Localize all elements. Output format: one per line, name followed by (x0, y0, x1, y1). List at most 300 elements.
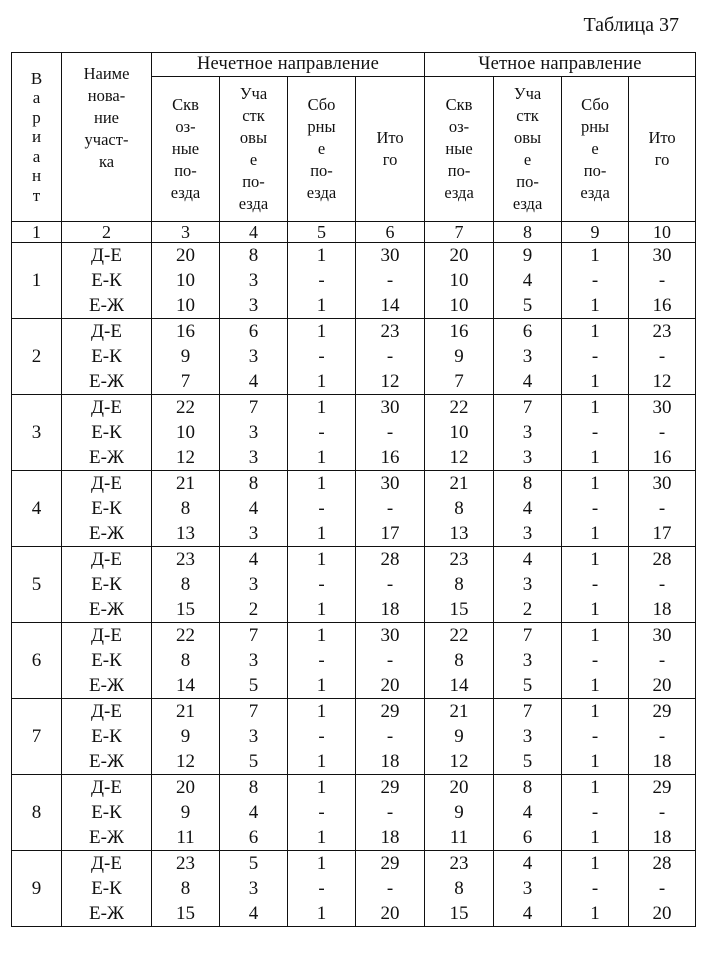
cell-odd-total: - (356, 268, 425, 293)
cell-odd-section: 6 (220, 319, 288, 345)
table-row (12, 547, 696, 573)
cell-odd-through: 10 (152, 420, 220, 445)
cell-even-pickup: - (562, 572, 629, 597)
cell-even-through: 8 (425, 572, 494, 597)
cell-section: Е-Ж (62, 597, 152, 623)
header-odd-section-trains: Уча стк овы е по- езда (220, 77, 288, 222)
cell-odd-pickup: 1 (288, 521, 356, 547)
cell-odd-through: 9 (152, 724, 220, 749)
cell-section: Е-Ж (62, 749, 152, 775)
cell-odd-total: 30 (356, 623, 425, 649)
cell-even-total: 29 (629, 775, 696, 801)
cell-even-pickup: - (562, 344, 629, 369)
cell-even-pickup: - (562, 648, 629, 673)
cell-odd-pickup: 1 (288, 243, 356, 269)
cell-even-pickup: 1 (562, 825, 629, 851)
cell-odd-through: 8 (152, 496, 220, 521)
cell-odd-through: 7 (152, 369, 220, 395)
column-number: 6 (356, 222, 425, 243)
cell-even-through: 11 (425, 825, 494, 851)
column-number: 9 (562, 222, 629, 243)
cell-even-section: 3 (494, 445, 562, 471)
table-row (12, 800, 696, 825)
cell-odd-through: 20 (152, 775, 220, 801)
cell-odd-pickup: 1 (288, 547, 356, 573)
cell-odd-pickup: - (288, 496, 356, 521)
table-row (12, 521, 696, 547)
cell-even-section: 4 (494, 901, 562, 927)
cell-section: Е-К (62, 344, 152, 369)
header-section-name: Наиме нова- ние участ- ка (62, 53, 152, 222)
cell-even-total: - (629, 876, 696, 901)
cell-even-pickup: 1 (562, 243, 629, 269)
column-number: 1 (12, 222, 62, 243)
cell-even-section: 3 (494, 724, 562, 749)
table-row (12, 243, 696, 269)
cell-odd-total: - (356, 724, 425, 749)
cell-even-through: 8 (425, 496, 494, 521)
cell-odd-through: 12 (152, 749, 220, 775)
variant-number: 3 (12, 395, 62, 471)
cell-odd-through: 22 (152, 395, 220, 421)
header-odd-through-trains: Скв оз- ные по- езда (152, 77, 220, 222)
cell-even-through: 21 (425, 471, 494, 497)
cell-even-section: 3 (494, 572, 562, 597)
cell-odd-total: 30 (356, 471, 425, 497)
cell-odd-through: 11 (152, 825, 220, 851)
column-number: 2 (62, 222, 152, 243)
cell-odd-total: 23 (356, 319, 425, 345)
cell-even-section: 5 (494, 293, 562, 319)
cell-section: Е-Ж (62, 445, 152, 471)
variant-number: 8 (12, 775, 62, 851)
cell-even-pickup: 1 (562, 395, 629, 421)
cell-even-pickup: 1 (562, 471, 629, 497)
cell-even-pickup: 1 (562, 851, 629, 877)
cell-odd-section: 8 (220, 243, 288, 269)
cell-even-through: 22 (425, 623, 494, 649)
cell-odd-total: - (356, 344, 425, 369)
cell-odd-pickup: 1 (288, 623, 356, 649)
variant-number: 4 (12, 471, 62, 547)
cell-even-total: 18 (629, 825, 696, 851)
cell-even-pickup: 1 (562, 445, 629, 471)
cell-odd-pickup: 1 (288, 699, 356, 725)
cell-odd-section: 3 (220, 876, 288, 901)
cell-even-section: 4 (494, 851, 562, 877)
cell-even-section: 8 (494, 775, 562, 801)
cell-odd-through: 9 (152, 344, 220, 369)
cell-even-total: 18 (629, 749, 696, 775)
cell-odd-pickup: 1 (288, 851, 356, 877)
cell-even-pickup: 1 (562, 699, 629, 725)
cell-odd-section: 3 (220, 420, 288, 445)
cell-odd-through: 16 (152, 319, 220, 345)
table-row (12, 572, 696, 597)
cell-odd-through: 8 (152, 876, 220, 901)
cell-even-through: 21 (425, 699, 494, 725)
cell-section: Д-Е (62, 471, 152, 497)
table-row (12, 749, 696, 775)
cell-section: Е-Ж (62, 521, 152, 547)
header-even-pickup-trains: Сбо рны е по- езда (562, 77, 629, 222)
cell-even-section: 2 (494, 597, 562, 623)
cell-odd-through: 15 (152, 901, 220, 927)
cell-even-total: - (629, 344, 696, 369)
cell-odd-total: 20 (356, 901, 425, 927)
cell-section: Д-Е (62, 775, 152, 801)
variant-number: 9 (12, 851, 62, 927)
cell-even-pickup: 1 (562, 521, 629, 547)
cell-even-section: 3 (494, 648, 562, 673)
cell-even-pickup: - (562, 876, 629, 901)
cell-even-total: - (629, 648, 696, 673)
cell-even-pickup: - (562, 420, 629, 445)
cell-odd-section: 3 (220, 344, 288, 369)
cell-odd-section: 6 (220, 825, 288, 851)
cell-even-pickup: - (562, 268, 629, 293)
cell-odd-section: 4 (220, 800, 288, 825)
cell-odd-section: 8 (220, 471, 288, 497)
header-odd-total: Ито го (356, 77, 425, 222)
cell-even-pickup: 1 (562, 369, 629, 395)
cell-odd-total: 17 (356, 521, 425, 547)
cell-odd-through: 20 (152, 243, 220, 269)
cell-odd-pickup: 1 (288, 597, 356, 623)
cell-even-total: 16 (629, 293, 696, 319)
cell-odd-pickup: - (288, 800, 356, 825)
cell-even-pickup: 1 (562, 319, 629, 345)
cell-odd-section: 8 (220, 775, 288, 801)
cell-even-section: 7 (494, 699, 562, 725)
cell-even-section: 5 (494, 673, 562, 699)
cell-even-through: 8 (425, 876, 494, 901)
column-number: 10 (629, 222, 696, 243)
cell-odd-section: 4 (220, 547, 288, 573)
cell-section: Д-Е (62, 851, 152, 877)
cell-odd-through: 22 (152, 623, 220, 649)
cell-odd-pickup: - (288, 724, 356, 749)
cell-odd-through: 10 (152, 268, 220, 293)
header-even-through-trains: Скв оз- ные по- езда (425, 77, 494, 222)
cell-odd-pickup: 1 (288, 749, 356, 775)
header-even-direction: Четное направление (425, 53, 696, 77)
header-variant: В а р и а н т (12, 53, 62, 222)
cell-odd-pickup: 1 (288, 293, 356, 319)
cell-even-section: 8 (494, 471, 562, 497)
cell-odd-total: 29 (356, 851, 425, 877)
cell-even-section: 4 (494, 369, 562, 395)
cell-odd-total: 30 (356, 243, 425, 269)
cell-odd-total: - (356, 648, 425, 673)
column-number: 4 (220, 222, 288, 243)
cell-odd-section: 3 (220, 572, 288, 597)
cell-even-pickup: - (562, 724, 629, 749)
cell-odd-total: - (356, 572, 425, 597)
header-odd-pickup-trains: Сбо рны е по- езда (288, 77, 356, 222)
column-number: 3 (152, 222, 220, 243)
cell-even-total: - (629, 800, 696, 825)
cell-odd-pickup: 1 (288, 319, 356, 345)
cell-section: Е-К (62, 496, 152, 521)
table-row (12, 648, 696, 673)
table-row (12, 825, 696, 851)
table-row (12, 597, 696, 623)
variant-number: 1 (12, 243, 62, 319)
cell-even-section: 7 (494, 623, 562, 649)
cell-even-through: 10 (425, 293, 494, 319)
cell-even-pickup: 1 (562, 547, 629, 573)
table-row (12, 724, 696, 749)
cell-even-section: 4 (494, 547, 562, 573)
cell-section: Е-Ж (62, 369, 152, 395)
cell-even-section: 6 (494, 319, 562, 345)
cell-odd-through: 14 (152, 673, 220, 699)
cell-even-total: 30 (629, 243, 696, 269)
cell-even-section: 3 (494, 344, 562, 369)
cell-even-through: 14 (425, 673, 494, 699)
cell-even-through: 10 (425, 268, 494, 293)
table-row (12, 344, 696, 369)
cell-odd-through: 23 (152, 547, 220, 573)
cell-odd-through: 21 (152, 471, 220, 497)
cell-even-section: 5 (494, 749, 562, 775)
train-distribution-table (11, 52, 696, 927)
cell-even-through: 13 (425, 521, 494, 547)
table-row (12, 471, 696, 497)
cell-even-pickup: - (562, 800, 629, 825)
cell-even-total: - (629, 496, 696, 521)
cell-even-section: 6 (494, 825, 562, 851)
column-number: 7 (425, 222, 494, 243)
cell-even-section: 4 (494, 268, 562, 293)
column-number: 5 (288, 222, 356, 243)
table-row (12, 673, 696, 699)
cell-even-pickup: 1 (562, 673, 629, 699)
cell-even-total: 12 (629, 369, 696, 395)
table-row (12, 420, 696, 445)
cell-even-through: 15 (425, 901, 494, 927)
cell-even-total: 30 (629, 471, 696, 497)
cell-even-section: 9 (494, 243, 562, 269)
cell-even-total: 16 (629, 445, 696, 471)
cell-odd-total: - (356, 800, 425, 825)
table-row (12, 395, 696, 421)
cell-section: Е-К (62, 800, 152, 825)
cell-even-total: 30 (629, 395, 696, 421)
cell-odd-section: 7 (220, 623, 288, 649)
table-row (12, 851, 696, 877)
cell-section: Д-Е (62, 319, 152, 345)
cell-odd-pickup: 1 (288, 775, 356, 801)
header-odd-direction: Нечетное направление (152, 53, 425, 77)
cell-section: Е-К (62, 420, 152, 445)
table-row (12, 775, 696, 801)
cell-odd-section: 5 (220, 673, 288, 699)
cell-odd-section: 4 (220, 496, 288, 521)
cell-odd-through: 23 (152, 851, 220, 877)
cell-section: Е-К (62, 648, 152, 673)
cell-even-section: 4 (494, 496, 562, 521)
cell-odd-total: 16 (356, 445, 425, 471)
cell-even-total: 23 (629, 319, 696, 345)
cell-even-total: 20 (629, 901, 696, 927)
cell-even-section: 3 (494, 521, 562, 547)
cell-even-total: - (629, 268, 696, 293)
cell-even-section: 4 (494, 800, 562, 825)
cell-even-total: 30 (629, 623, 696, 649)
variant-number: 7 (12, 699, 62, 775)
cell-odd-pickup: - (288, 344, 356, 369)
cell-odd-total: 20 (356, 673, 425, 699)
cell-even-through: 12 (425, 445, 494, 471)
cell-even-through: 9 (425, 724, 494, 749)
cell-odd-through: 8 (152, 648, 220, 673)
cell-odd-section: 2 (220, 597, 288, 623)
cell-section: Д-Е (62, 243, 152, 269)
variant-number: 6 (12, 623, 62, 699)
cell-section: Е-К (62, 268, 152, 293)
cell-odd-through: 15 (152, 597, 220, 623)
header-even-total: Ито го (629, 77, 696, 222)
cell-even-total: 28 (629, 547, 696, 573)
cell-odd-total: 18 (356, 749, 425, 775)
cell-odd-section: 4 (220, 901, 288, 927)
cell-odd-pickup: 1 (288, 825, 356, 851)
cell-even-through: 9 (425, 800, 494, 825)
cell-odd-pickup: 1 (288, 471, 356, 497)
cell-even-through: 23 (425, 851, 494, 877)
cell-odd-section: 3 (220, 648, 288, 673)
cell-even-total: 29 (629, 699, 696, 725)
cell-even-through: 16 (425, 319, 494, 345)
table-row (12, 623, 696, 649)
table-caption: Таблица 37 (583, 14, 679, 36)
cell-odd-section: 3 (220, 268, 288, 293)
cell-even-through: 20 (425, 775, 494, 801)
header-even-section-trains: Уча стк овы е по- езда (494, 77, 562, 222)
cell-odd-pickup: - (288, 876, 356, 901)
cell-odd-total: 30 (356, 395, 425, 421)
cell-section: Е-Ж (62, 673, 152, 699)
cell-even-total: - (629, 572, 696, 597)
cell-odd-total: 29 (356, 699, 425, 725)
cell-even-section: 3 (494, 876, 562, 901)
cell-even-section: 7 (494, 395, 562, 421)
cell-odd-section: 5 (220, 749, 288, 775)
cell-even-through: 22 (425, 395, 494, 421)
variant-number: 2 (12, 319, 62, 395)
table-row (12, 496, 696, 521)
cell-odd-section: 7 (220, 699, 288, 725)
cell-odd-total: - (356, 420, 425, 445)
cell-odd-section: 4 (220, 369, 288, 395)
cell-section: Д-Е (62, 623, 152, 649)
cell-odd-total: 28 (356, 547, 425, 573)
cell-odd-pickup: - (288, 572, 356, 597)
cell-even-through: 7 (425, 369, 494, 395)
cell-even-through: 15 (425, 597, 494, 623)
cell-odd-total: 18 (356, 597, 425, 623)
cell-odd-total: - (356, 876, 425, 901)
cell-odd-through: 8 (152, 572, 220, 597)
cell-odd-section: 3 (220, 445, 288, 471)
cell-even-pickup: 1 (562, 597, 629, 623)
cell-section: Е-К (62, 572, 152, 597)
cell-odd-through: 9 (152, 800, 220, 825)
cell-section: Е-К (62, 724, 152, 749)
cell-odd-total: 12 (356, 369, 425, 395)
column-number-row (12, 222, 696, 243)
cell-odd-section: 5 (220, 851, 288, 877)
table-row (12, 445, 696, 471)
cell-section: Е-Ж (62, 293, 152, 319)
cell-even-through: 8 (425, 648, 494, 673)
cell-odd-section: 3 (220, 521, 288, 547)
cell-section: Д-Е (62, 699, 152, 725)
cell-odd-section: 3 (220, 293, 288, 319)
cell-odd-total: - (356, 496, 425, 521)
variant-number: 5 (12, 547, 62, 623)
cell-even-through: 12 (425, 749, 494, 775)
cell-odd-total: 18 (356, 825, 425, 851)
cell-even-total: 20 (629, 673, 696, 699)
cell-even-pickup: 1 (562, 749, 629, 775)
table-row (12, 319, 696, 345)
cell-section: Е-Ж (62, 825, 152, 851)
column-number: 8 (494, 222, 562, 243)
cell-odd-through: 21 (152, 699, 220, 725)
cell-even-total: 17 (629, 521, 696, 547)
cell-even-through: 23 (425, 547, 494, 573)
cell-even-pickup: - (562, 496, 629, 521)
cell-even-pickup: 1 (562, 775, 629, 801)
cell-even-total: - (629, 420, 696, 445)
cell-odd-through: 10 (152, 293, 220, 319)
cell-even-pickup: 1 (562, 293, 629, 319)
cell-even-pickup: 1 (562, 623, 629, 649)
cell-even-section: 3 (494, 420, 562, 445)
cell-even-through: 10 (425, 420, 494, 445)
cell-even-through: 9 (425, 344, 494, 369)
cell-odd-total: 14 (356, 293, 425, 319)
cell-even-total: 28 (629, 851, 696, 877)
table-row (12, 876, 696, 901)
cell-section: Д-Е (62, 395, 152, 421)
table-row (12, 699, 696, 725)
cell-odd-through: 12 (152, 445, 220, 471)
cell-odd-through: 13 (152, 521, 220, 547)
cell-odd-pickup: 1 (288, 673, 356, 699)
cell-odd-pickup: - (288, 268, 356, 293)
table-row (12, 293, 696, 319)
cell-odd-pickup: - (288, 648, 356, 673)
table-row (12, 268, 696, 293)
cell-section: Д-Е (62, 547, 152, 573)
table-row (12, 369, 696, 395)
cell-even-total: - (629, 724, 696, 749)
cell-even-through: 20 (425, 243, 494, 269)
cell-even-pickup: 1 (562, 901, 629, 927)
cell-odd-pickup: - (288, 420, 356, 445)
table-row (12, 901, 696, 927)
cell-odd-pickup: 1 (288, 445, 356, 471)
cell-even-total: 18 (629, 597, 696, 623)
cell-odd-pickup: 1 (288, 369, 356, 395)
cell-odd-section: 3 (220, 724, 288, 749)
cell-odd-total: 29 (356, 775, 425, 801)
cell-odd-section: 7 (220, 395, 288, 421)
